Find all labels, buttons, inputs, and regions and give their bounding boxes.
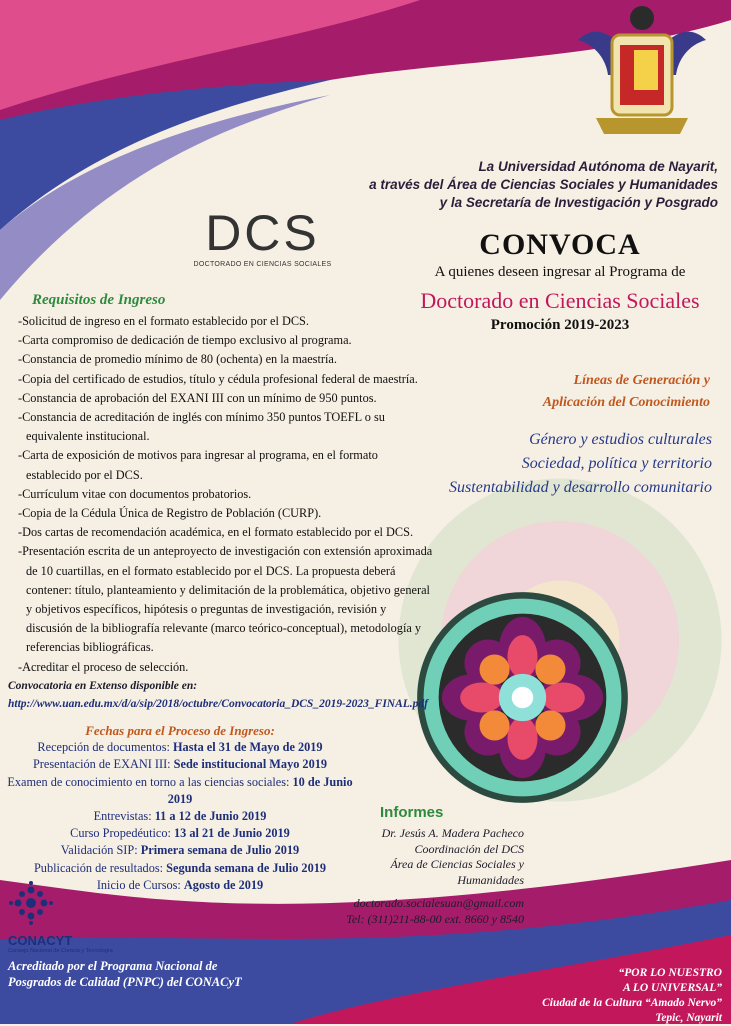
university-header xyxy=(330,158,718,212)
fecha-row xyxy=(0,756,360,773)
dcs-logo-subtitle: DOCTORADO EN CIENCIAS SOCIALES xyxy=(193,261,332,268)
fecha-label: Publicación de resultados: xyxy=(33,860,164,875)
fecha-label: Entrevistas: xyxy=(93,809,152,824)
fecha-value: 13 al 21 de Junio 2019 xyxy=(174,826,290,841)
contact-line: Área de Ciencias Sociales y xyxy=(390,857,524,871)
contact-spacer xyxy=(300,888,524,896)
conacyt-emblem-icon xyxy=(8,880,54,926)
requisito-item: -Presentación escrita de un anteproyecto de investigación con extensión aproximada de 10 cuartillas, en el formato establecido por el DCS. La propuesta deberá contener: título, planteamiento y delimitación de la problemática, objetivo general y objetivos específicos, hipótesis o preguntas de investigación, revisión y discusión de la bibliografía relevante (marco teórico-conceptual), metodología y referencias bibliográficas. xyxy=(18,544,433,655)
mandala-embroidery-icon xyxy=(415,590,630,805)
program-name: Doctorado en Ciencias Sociales xyxy=(420,288,700,313)
dcs-logo-text: DCS xyxy=(205,205,320,261)
fecha-value: 10 de Junio 2019 xyxy=(167,774,353,806)
requisito-item: -Carta compromiso de dedicación de tiempo exclusivo al programa. xyxy=(18,333,352,348)
informes-title: Informes xyxy=(380,804,444,821)
fecha-row xyxy=(0,774,360,808)
convocatoria-url-link[interactable]: http://www.uan.edu.mx/d/a/sip/2018/octubre/Convocatoria_DCS_2019-2023_FINAL.pdf xyxy=(8,698,429,710)
fecha-label: Examen de conocimiento en torno a las ciencias sociales: xyxy=(7,774,290,789)
fecha-label: Inicio de Cursos: xyxy=(96,877,181,892)
fechas-title-part-2: Proceso de Ingreso: xyxy=(167,723,275,738)
requisito-item: -Constancia de acreditación de inglés con mínimo 350 puntos TOEFL o su equivalente institucional. xyxy=(18,410,385,444)
fecha-label: Curso Propedéutico: xyxy=(70,826,171,841)
conacyt-logo xyxy=(8,880,128,954)
requisito-item: -Solicitud de ingreso en el formato establecido por el DCS. xyxy=(18,314,309,328)
convocatoria-label: Convocatoria en Extenso disponible en: xyxy=(8,680,198,692)
requisito-item: -Acreditar el proceso de selección. xyxy=(18,659,189,674)
convoca-subtitle: A quienes deseen ingresar al Programa de xyxy=(434,264,686,280)
linea-item: Sociedad, política y territorio xyxy=(521,455,712,472)
requisito-item: -Copia de la Cédula Única de Registro de Población (CURP). xyxy=(18,506,322,521)
university-line-1: La Universidad Autónoma de Nayarit, xyxy=(478,159,718,174)
university-seal-icon xyxy=(568,0,716,148)
fecha-value: Sede institucional Mayo 2019 xyxy=(173,757,328,772)
linea-item: Sustentabilidad y desarrollo comunitario xyxy=(449,479,712,496)
contact-line: Humanidades xyxy=(457,872,524,887)
requisito-item: -Constancia de aprobación del EXANI III con un mínimo de 950 puntos. xyxy=(18,390,377,405)
acreditado-text xyxy=(8,958,288,990)
university-line-3: y la Secretaría de Investigación y Posgrado xyxy=(439,195,718,210)
requisitos-list xyxy=(14,312,434,677)
informes-contact xyxy=(300,826,524,927)
contact-email-link[interactable]: doctorado.socialesuan@gmail.com xyxy=(353,896,524,910)
conacyt-name: CONACYT xyxy=(8,933,73,948)
requisitos-title: Requisitos de Ingreso xyxy=(32,292,166,308)
fecha-label: Recepción de documentos: xyxy=(37,740,170,755)
fecha-label: Presentación de EXANI III: xyxy=(32,757,171,772)
motto-line-2: A LO UNIVERSAL” xyxy=(622,982,722,994)
fecha-value: Hasta el 31 de Mayo de 2019 xyxy=(172,740,323,755)
conacyt-desc: Consejo Nacional de Ciencia y Tecnología xyxy=(8,948,113,954)
contact-name: Dr. Jesús A. Madera Pacheco xyxy=(381,826,524,840)
requisito-item: -Dos cartas de recomendación académica, en el formato establecido por el DCS. xyxy=(18,525,414,540)
contact-phone: Tel: (311)211-88-00 ext. 8660 y 8540 xyxy=(346,911,524,926)
university-line-2: a través del Área de Ciencias Sociales y Humanidades xyxy=(369,177,718,192)
linea-item: Género y estudios culturales xyxy=(529,431,712,448)
lineas-title xyxy=(470,370,710,414)
lineas-list xyxy=(420,428,712,500)
fechas-title-part-1: Fechas para el xyxy=(85,723,165,738)
fechas-title xyxy=(0,722,360,739)
requisito-item: -Currículum vitae con documentos probatorios. xyxy=(18,486,252,501)
promotion: Promoción 2019-2023 xyxy=(490,317,630,333)
fecha-value: Primera semana de Julio 2019 xyxy=(140,843,300,858)
fecha-label: Validación SIP: xyxy=(60,843,138,858)
lineas-title-line-2: Aplicación del Conocimiento xyxy=(542,395,710,410)
requisito-item: -Constancia de promedio mínimo de 80 (ochenta) en la maestría. xyxy=(18,352,337,367)
requisito-item: -Carta de exposición de motivos para ingresar al programa, en el formato establecido por el DCS. xyxy=(18,448,378,482)
fecha-row xyxy=(0,808,360,825)
dcs-logo xyxy=(180,205,345,268)
lineas-title-line-1: Líneas de Generación y xyxy=(573,373,710,388)
requisito-item: -Copia del certificado de estudios, título y cédula profesional federal de maestría. xyxy=(18,371,418,386)
motto-line-1: “POR LO NUESTRO xyxy=(618,967,722,979)
fecha-row xyxy=(0,739,360,756)
acreditado-line-2: Posgrados de Calidad (PNPC) del CONACyT xyxy=(8,975,242,989)
contact-line: Coordinación del DCS xyxy=(414,841,524,856)
acreditado-line-1: Acreditado por el Programa Nacional de xyxy=(8,959,218,973)
convoca-block xyxy=(395,228,725,334)
fecha-value: Agosto de 2019 xyxy=(183,877,264,892)
motto-line-4: Tepic, Nayarit xyxy=(655,1012,722,1024)
motto-line-3: Ciudad de la Cultura “Amado Nervo” xyxy=(542,997,722,1009)
motto-text xyxy=(470,966,722,1026)
convoca-title: CONVOCA xyxy=(479,228,641,261)
fecha-value: Segunda semana de Julio 2019 xyxy=(166,860,327,875)
fecha-value: 11 a 12 de Junio 2019 xyxy=(154,809,267,824)
